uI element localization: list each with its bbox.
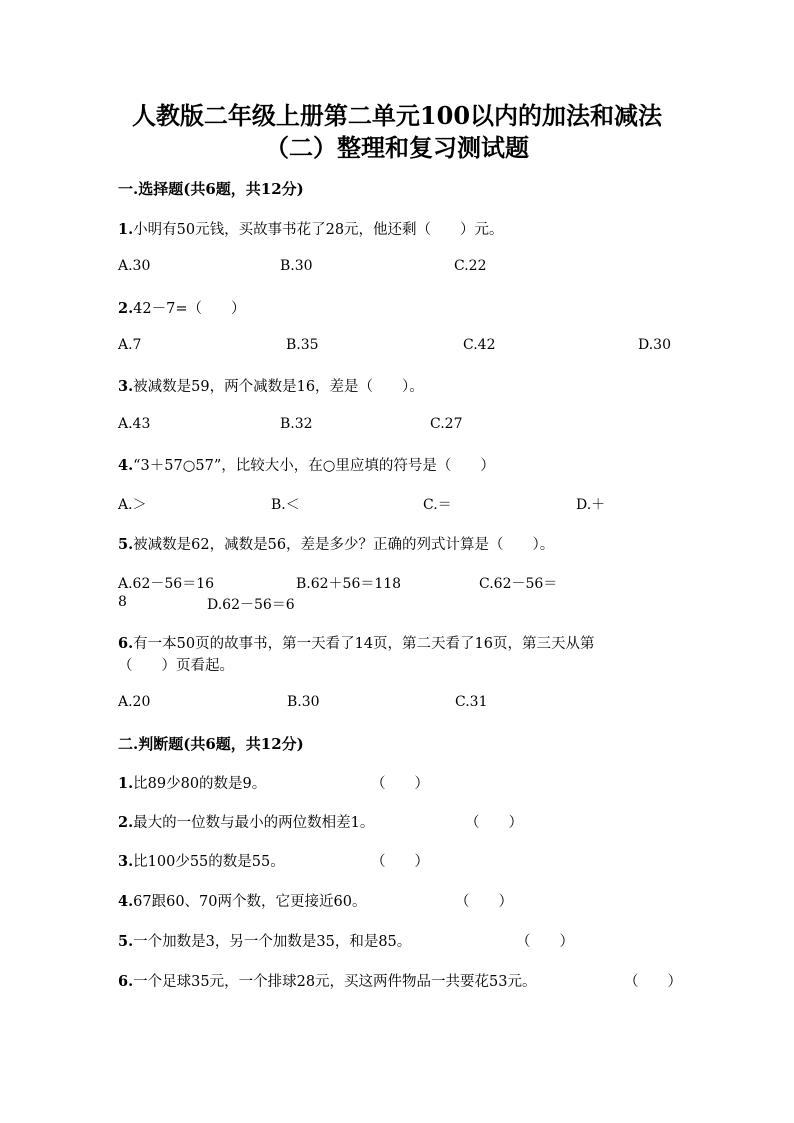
answer-blank[interactable]: （ ） xyxy=(624,974,682,990)
option-c[interactable]: C.31 xyxy=(455,694,488,710)
option-b[interactable]: B.35 xyxy=(286,337,319,353)
question-text: 比100少55的数是55。 xyxy=(133,854,285,870)
question-text: 67跟60、70两个数，它更接近60。 xyxy=(133,894,367,910)
option-c-continued: 8 xyxy=(118,594,127,610)
question-number: 4. xyxy=(118,893,134,910)
option-c[interactable]: C.27 xyxy=(430,416,463,432)
option-d[interactable]: D.30 xyxy=(638,337,671,353)
question-number: 6. xyxy=(118,635,134,652)
question-text: 一个加数是3，另一个加数是35，和是85。 xyxy=(133,934,412,950)
option-c[interactable]: C.22 xyxy=(454,258,487,274)
question-3 xyxy=(118,375,424,396)
judgment-6 xyxy=(118,970,537,991)
answer-blank[interactable]: （ ） xyxy=(516,934,574,950)
option-c[interactable]: C.42 xyxy=(463,337,496,353)
question-number: 5. xyxy=(118,536,134,553)
judgment-5 xyxy=(118,930,411,951)
judgment-2 xyxy=(118,811,374,832)
option-a[interactable]: A.20 xyxy=(118,694,151,710)
answer-blank[interactable]: （ ） xyxy=(465,815,523,831)
question-1 xyxy=(118,218,504,239)
question-number: 3. xyxy=(118,853,134,870)
option-c[interactable]: C.＝ xyxy=(423,497,452,513)
question-6-continued: （ ）页看起。 xyxy=(118,658,234,674)
judgment-3 xyxy=(118,850,285,871)
option-d[interactable]: D.＋ xyxy=(576,497,606,513)
question-2 xyxy=(118,297,245,318)
question-text: 被减数是59，两个减数是16，差是（ ）。 xyxy=(133,379,424,395)
page-title: 人教版二年级上册第二单元100以内的加法和减法 xyxy=(131,101,663,130)
option-c[interactable]: C.62－56＝ xyxy=(479,576,558,592)
page-subtitle: （二）整理和复习测试题 xyxy=(265,133,529,162)
question-text: 42－7=（ ） xyxy=(133,301,246,317)
option-b[interactable]: B.30 xyxy=(287,694,320,710)
question-number: 6. xyxy=(118,973,134,990)
question-number: 2. xyxy=(118,300,134,317)
question-text: 比89少80的数是9。 xyxy=(133,776,267,792)
option-b[interactable]: B.30 xyxy=(280,258,313,274)
option-a[interactable]: A.＞ xyxy=(118,497,147,513)
section-heading-choice: 一.选择题(共6题，共12分) xyxy=(118,180,304,198)
question-text: 被减数是62，减数是56，差是多少？正确的列式计算是（ ）。 xyxy=(133,537,555,553)
section-heading-judgment: 二.判断题(共6题，共12分) xyxy=(118,735,304,753)
option-a[interactable]: A.7 xyxy=(118,337,142,353)
question-4 xyxy=(118,454,495,475)
option-a[interactable]: A.30 xyxy=(118,258,151,274)
question-number: 4. xyxy=(118,457,134,474)
question-number: 1. xyxy=(118,221,134,238)
question-text: 最大的一位数与最小的两位数相差1。 xyxy=(133,815,375,831)
question-text: 一个足球35元，一个排球28元，买这两件物品一共要花53元。 xyxy=(133,974,537,990)
question-6 xyxy=(118,632,595,653)
answer-blank[interactable]: （ ） xyxy=(371,776,429,792)
question-text: 有一本50页的故事书，第一天看了14页，第二天看了16页，第三天从第 xyxy=(133,636,595,652)
answer-blank[interactable]: （ ） xyxy=(455,894,513,910)
question-5 xyxy=(118,533,554,554)
option-d[interactable]: D.62－56＝6 xyxy=(207,597,295,613)
option-a[interactable]: A.43 xyxy=(118,416,151,432)
question-number: 2. xyxy=(118,814,134,831)
judgment-4 xyxy=(118,890,366,911)
question-text: “3＋57○57”，比较大小，在○里应填的符号是（ ） xyxy=(133,458,495,474)
option-b[interactable]: B.62＋56＝118 xyxy=(296,576,402,592)
option-b[interactable]: B.32 xyxy=(280,416,313,432)
option-b[interactable]: B.＜ xyxy=(271,497,300,513)
question-number: 3. xyxy=(118,378,134,395)
question-text: 小明有50元钱，买故事书花了28元，他还剩（ ）元。 xyxy=(133,222,504,238)
question-number: 1. xyxy=(118,775,134,792)
answer-blank[interactable]: （ ） xyxy=(371,854,429,870)
judgment-1 xyxy=(118,772,266,793)
option-a[interactable]: A.62－56＝16 xyxy=(118,576,215,592)
question-number: 5. xyxy=(118,933,134,950)
